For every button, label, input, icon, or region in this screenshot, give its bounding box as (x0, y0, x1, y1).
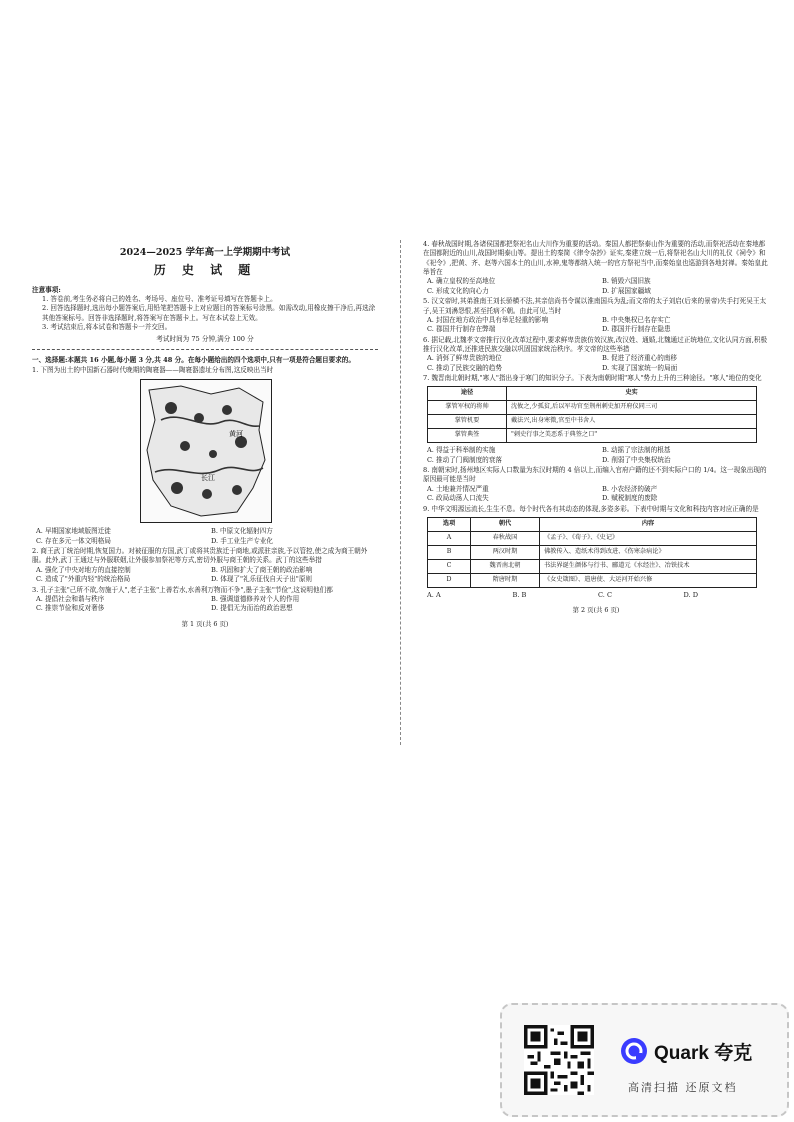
instruction-item: 2. 回答选择题时,选出每小题答案后,用铅笔把答题卡上对应题目的答案标号涂黑。如需改动,用橡皮擦干净后,再选涂其他答案标号。回答非选择题时,将答案写在答题卡上。写在本试卷上无效。 (42, 304, 376, 322)
divider (32, 349, 378, 350)
option-c: C. 形成文化的向心力 (427, 286, 489, 295)
table-header-row (428, 387, 757, 401)
question-stem: 1. 下图为出土的中国新石器时代晚期的陶寝器——陶寝器遗址分布图,这反映出当时 (32, 366, 274, 375)
exam-title: 2024—2025 学年高一上学期期中考试 (119, 247, 291, 258)
site-marker (180, 441, 190, 451)
instructions (32, 286, 378, 333)
table-row (428, 429, 757, 443)
table-cell: 《女史箴图》、遣唐使、大运河开始兴修 (540, 573, 757, 587)
option-a: A. 消弭了鲜卑贵族的地位 (427, 354, 502, 363)
table-header: 史实 (507, 387, 757, 401)
option-a: A. 提倡社会和谐与秩序 (36, 594, 105, 603)
page-footer: 第 1 页(共 6 页) (181, 619, 229, 628)
option-a: A. 土地兼并情况严重 (427, 484, 489, 493)
option-a: A. A (427, 590, 441, 599)
option-c: C. 政局动荡人口流失 (427, 494, 489, 503)
quark-brand-name: Quark 夸克 (654, 1042, 753, 1064)
question-stem: 6. 据记载,北魏孝文帝推行汉化改革过程中,要求鲜卑贵族仿效汉族,改汉姓、通婚,北魏通过正统地位,文化认同方面,积极推行汉化改革,还推进民族交融以巩固国家统治秩序。孝文帝的这些举措 (423, 335, 768, 353)
options (423, 485, 769, 504)
option-a: A. 得益于科举制的实施 (427, 446, 496, 455)
option-b: B. 促进了经济重心的南移 (602, 354, 677, 363)
site-distribution-map (140, 379, 272, 523)
option-d: D. 赋税制度的废除 (602, 494, 658, 503)
question-4 (423, 240, 769, 296)
quark-scan-badge[interactable] (500, 1003, 789, 1117)
q9-table (427, 517, 757, 588)
question-1 (32, 366, 378, 546)
options (32, 566, 378, 585)
table-cell: 戴法兴,出身寒微,官至中书舍人 (507, 415, 757, 429)
options (423, 446, 769, 465)
table-cell: 两汉时期 (471, 545, 540, 559)
table-row (428, 415, 757, 429)
table-cell: 佛教传入、造纸术得到改进、《伤寒杂病论》 (540, 545, 757, 559)
table-row (428, 531, 757, 545)
question-stem: 2. 商王武丁统治时期,恢复国力。对被征服的方国,武丁或将其贵族迁于商地,或派驻亲族,予以管控,使之成为商王朝外服。此外,武丁王通过与外服联姻,让外服参加祭祀等方式,密切外服与商王朝的关系。武丁的这些举措 (32, 547, 368, 565)
site-marker (202, 489, 212, 499)
option-c: C. 推动了民族交融的趋势 (427, 363, 502, 372)
table-cell: 魏晋南北朝 (471, 559, 540, 573)
table-header: 朝代 (471, 517, 540, 531)
options (32, 595, 378, 614)
question-stem: 4. 春秋战国时期,各诸侯国都把祭祀名山大川作为重要的活动。秦国人都把祭泰山作为重要的活动,而祭祀活动在秦地都在国都附近的山川,战国时期泰山等。提出土的秦简《律令杂抄》证实,秦建立统一后,将祭祀名山大川的礼仪《祠令》和《祀令》,把黄、齐、赵等六国本土的山川,水神,鬼等都纳入统一的官方祭祀当中,而秦始皇也巡游到各地封禅。秦始皇此举旨在 (423, 240, 768, 277)
option-d: D. 郡国并行制存在隐患 (602, 325, 671, 334)
q7-table (427, 386, 757, 443)
map-label: 长江 (201, 474, 215, 483)
table-cell: B (428, 545, 471, 559)
options (423, 316, 769, 335)
table-row (428, 545, 757, 559)
table-header: 选项 (428, 517, 471, 531)
table-cell: C (428, 559, 471, 573)
instructions-heading: 注意事项: (32, 285, 61, 294)
option-b: B. 中央集权已名存实亡 (602, 315, 671, 324)
quark-brand (620, 1037, 752, 1065)
option-a: A. 封国在地方政治中具有举足轻重的影响 (427, 315, 549, 324)
option-c: C. 推崇节俭和反对奢侈 (36, 604, 105, 613)
question-8 (423, 466, 769, 503)
site-marker (232, 485, 242, 495)
question-9 (423, 505, 769, 601)
table-row (428, 401, 757, 415)
question-stem: 9. 中华文明源远流长,生生不息。每个时代各有其动态的体现,多姿多彩。下表中时期与文化和科技内容对应正确的是 (423, 504, 759, 513)
site-marker (171, 482, 183, 494)
option-c: C. 造成了"外重内轻"的统治格局 (36, 575, 131, 584)
section-intro: 一、选择题:本题共 16 小题,每小题 3 分,共 48 分。在每小题给出的四个选项中,只有一项是符合题目要求的。 (32, 355, 355, 364)
question-stem: 8. 南朝宋时,扬州地区实际人口数量为东汉时期的 4 倍以上,而编入官府户籍的还不到实际户口的 1/4。这一现象出现的原因最可能是当时 (423, 466, 767, 484)
site-marker (209, 450, 217, 458)
table-cell: 掌管军权的将帅 (428, 401, 507, 415)
option-d: D. 削弱了中央集权统治 (602, 455, 671, 464)
table-cell: 《孟子》、《荀子》、《史记》 (540, 531, 757, 545)
options (423, 277, 769, 296)
option-b: B. 中原文化辐射四方 (211, 527, 273, 536)
option-b: B. 动摇了宗法制的根基 (602, 446, 671, 455)
site-marker (165, 402, 177, 414)
question-7 (423, 374, 769, 465)
question-5 (423, 297, 769, 334)
option-a: A. 确立皇权的至高地位 (427, 277, 496, 286)
site-marker (194, 413, 204, 423)
option-b: B. 强调道德修养对个人的作用 (211, 594, 300, 603)
table-cell: "刺史行事之美恶系于典签之口" (507, 429, 757, 443)
site-marker (222, 405, 232, 415)
question-stem: 7. 魏晋南北朝时期,"寒人"指出身于寒门的知识分子。下表为南朝时期"寒人"势力上升的三种途径。"寒人"地位的变化 (423, 374, 762, 383)
table-header: 途径 (428, 387, 507, 401)
table-cell: 掌管典签 (428, 429, 507, 443)
question-stem: 5. 汉文帝时,其弟淮南王刘长骄横不法,其亲信尚书令谋以淮南国兵为乱;而文帝的太子刘启(后来的景帝)失手打死吴王太子,吴王刘濞怨恨,甚至托病不朝。由此可见,当时 (423, 297, 767, 315)
instruction-item: 1. 答卷前,考生务必将自己的姓名、考场号、座位号、准考证号填写在答题卡上。 (42, 294, 277, 303)
exam-page-2 (423, 240, 769, 615)
qr-code-icon[interactable] (524, 1025, 594, 1095)
question-6 (423, 336, 769, 373)
option-c: C. 郡国并行制存在弊端 (427, 325, 496, 334)
map-label: 黄河 (229, 430, 243, 439)
map-graphic (141, 380, 271, 522)
options (423, 354, 769, 373)
option-d: D. 提倡无为而治的政治思想 (211, 604, 293, 613)
table-cell: 沈攸之,少孤贫,后以军功官至荆州刺史加开府仪同三司 (507, 401, 757, 415)
option-d: D. 实现了国家统一的局面 (602, 363, 678, 372)
options (32, 527, 378, 546)
option-b: B. 小农经济的破产 (602, 484, 658, 493)
question-3 (32, 586, 378, 614)
question-2 (32, 547, 378, 584)
options (423, 591, 769, 600)
table-cell: A (428, 531, 471, 545)
table-cell: 掌管机要 (428, 415, 507, 429)
time-info: 考试时间为 75 分钟,满分 100 分 (156, 335, 254, 344)
option-b: B. 巩固和扩大了商王朝的政治影响 (211, 565, 313, 574)
table-header-row (428, 517, 757, 531)
quark-logo-icon (620, 1037, 648, 1065)
option-b: B. 销毁六国旧族 (602, 277, 651, 286)
question-stem: 3. 孔子主张"己所不欲,勿施于人",老子主张"上善若水,水善利万物而不争",墨子主张"节俭",这说明他们都 (32, 585, 333, 594)
table-cell: D (428, 573, 471, 587)
instruction-item: 3. 考试结束后,将本试卷和答题卡一并交回。 (42, 322, 172, 331)
option-c: C. C (598, 590, 613, 599)
option-d: D. 扩展国家疆域 (602, 286, 651, 295)
option-b: B. B (512, 590, 527, 599)
option-d: D. 手工业生产专业化 (211, 536, 273, 545)
page-footer: 第 2 页(共 6 页) (572, 606, 620, 615)
column-divider (400, 240, 401, 745)
table-cell: 书法界诞生颜体与行书、郦道元《水经注》、冶铁技术 (540, 559, 757, 573)
table-row (428, 559, 757, 573)
option-c: C. 推动了门阀制度的衰落 (427, 455, 502, 464)
exam-page-1 (32, 240, 378, 629)
table-row (428, 573, 757, 587)
table-cell: 隋唐时期 (471, 573, 540, 587)
subject-title: 历 史 试 题 (153, 263, 257, 278)
table-header: 内容 (540, 517, 757, 531)
option-c: C. 存在多元一体文明格局 (36, 536, 111, 545)
option-a: A. 早期国家地域版图迁徙 (36, 527, 111, 536)
table-cell: 春秋战国 (471, 531, 540, 545)
option-d: D. 体现了"礼乐征伐自天子出"原则 (211, 575, 313, 584)
quark-slogan: 高清扫描 还原文档 (628, 1081, 738, 1094)
option-a: A. 强化了中央对地方的直接控制 (36, 565, 131, 574)
option-d: D. D (683, 590, 699, 599)
